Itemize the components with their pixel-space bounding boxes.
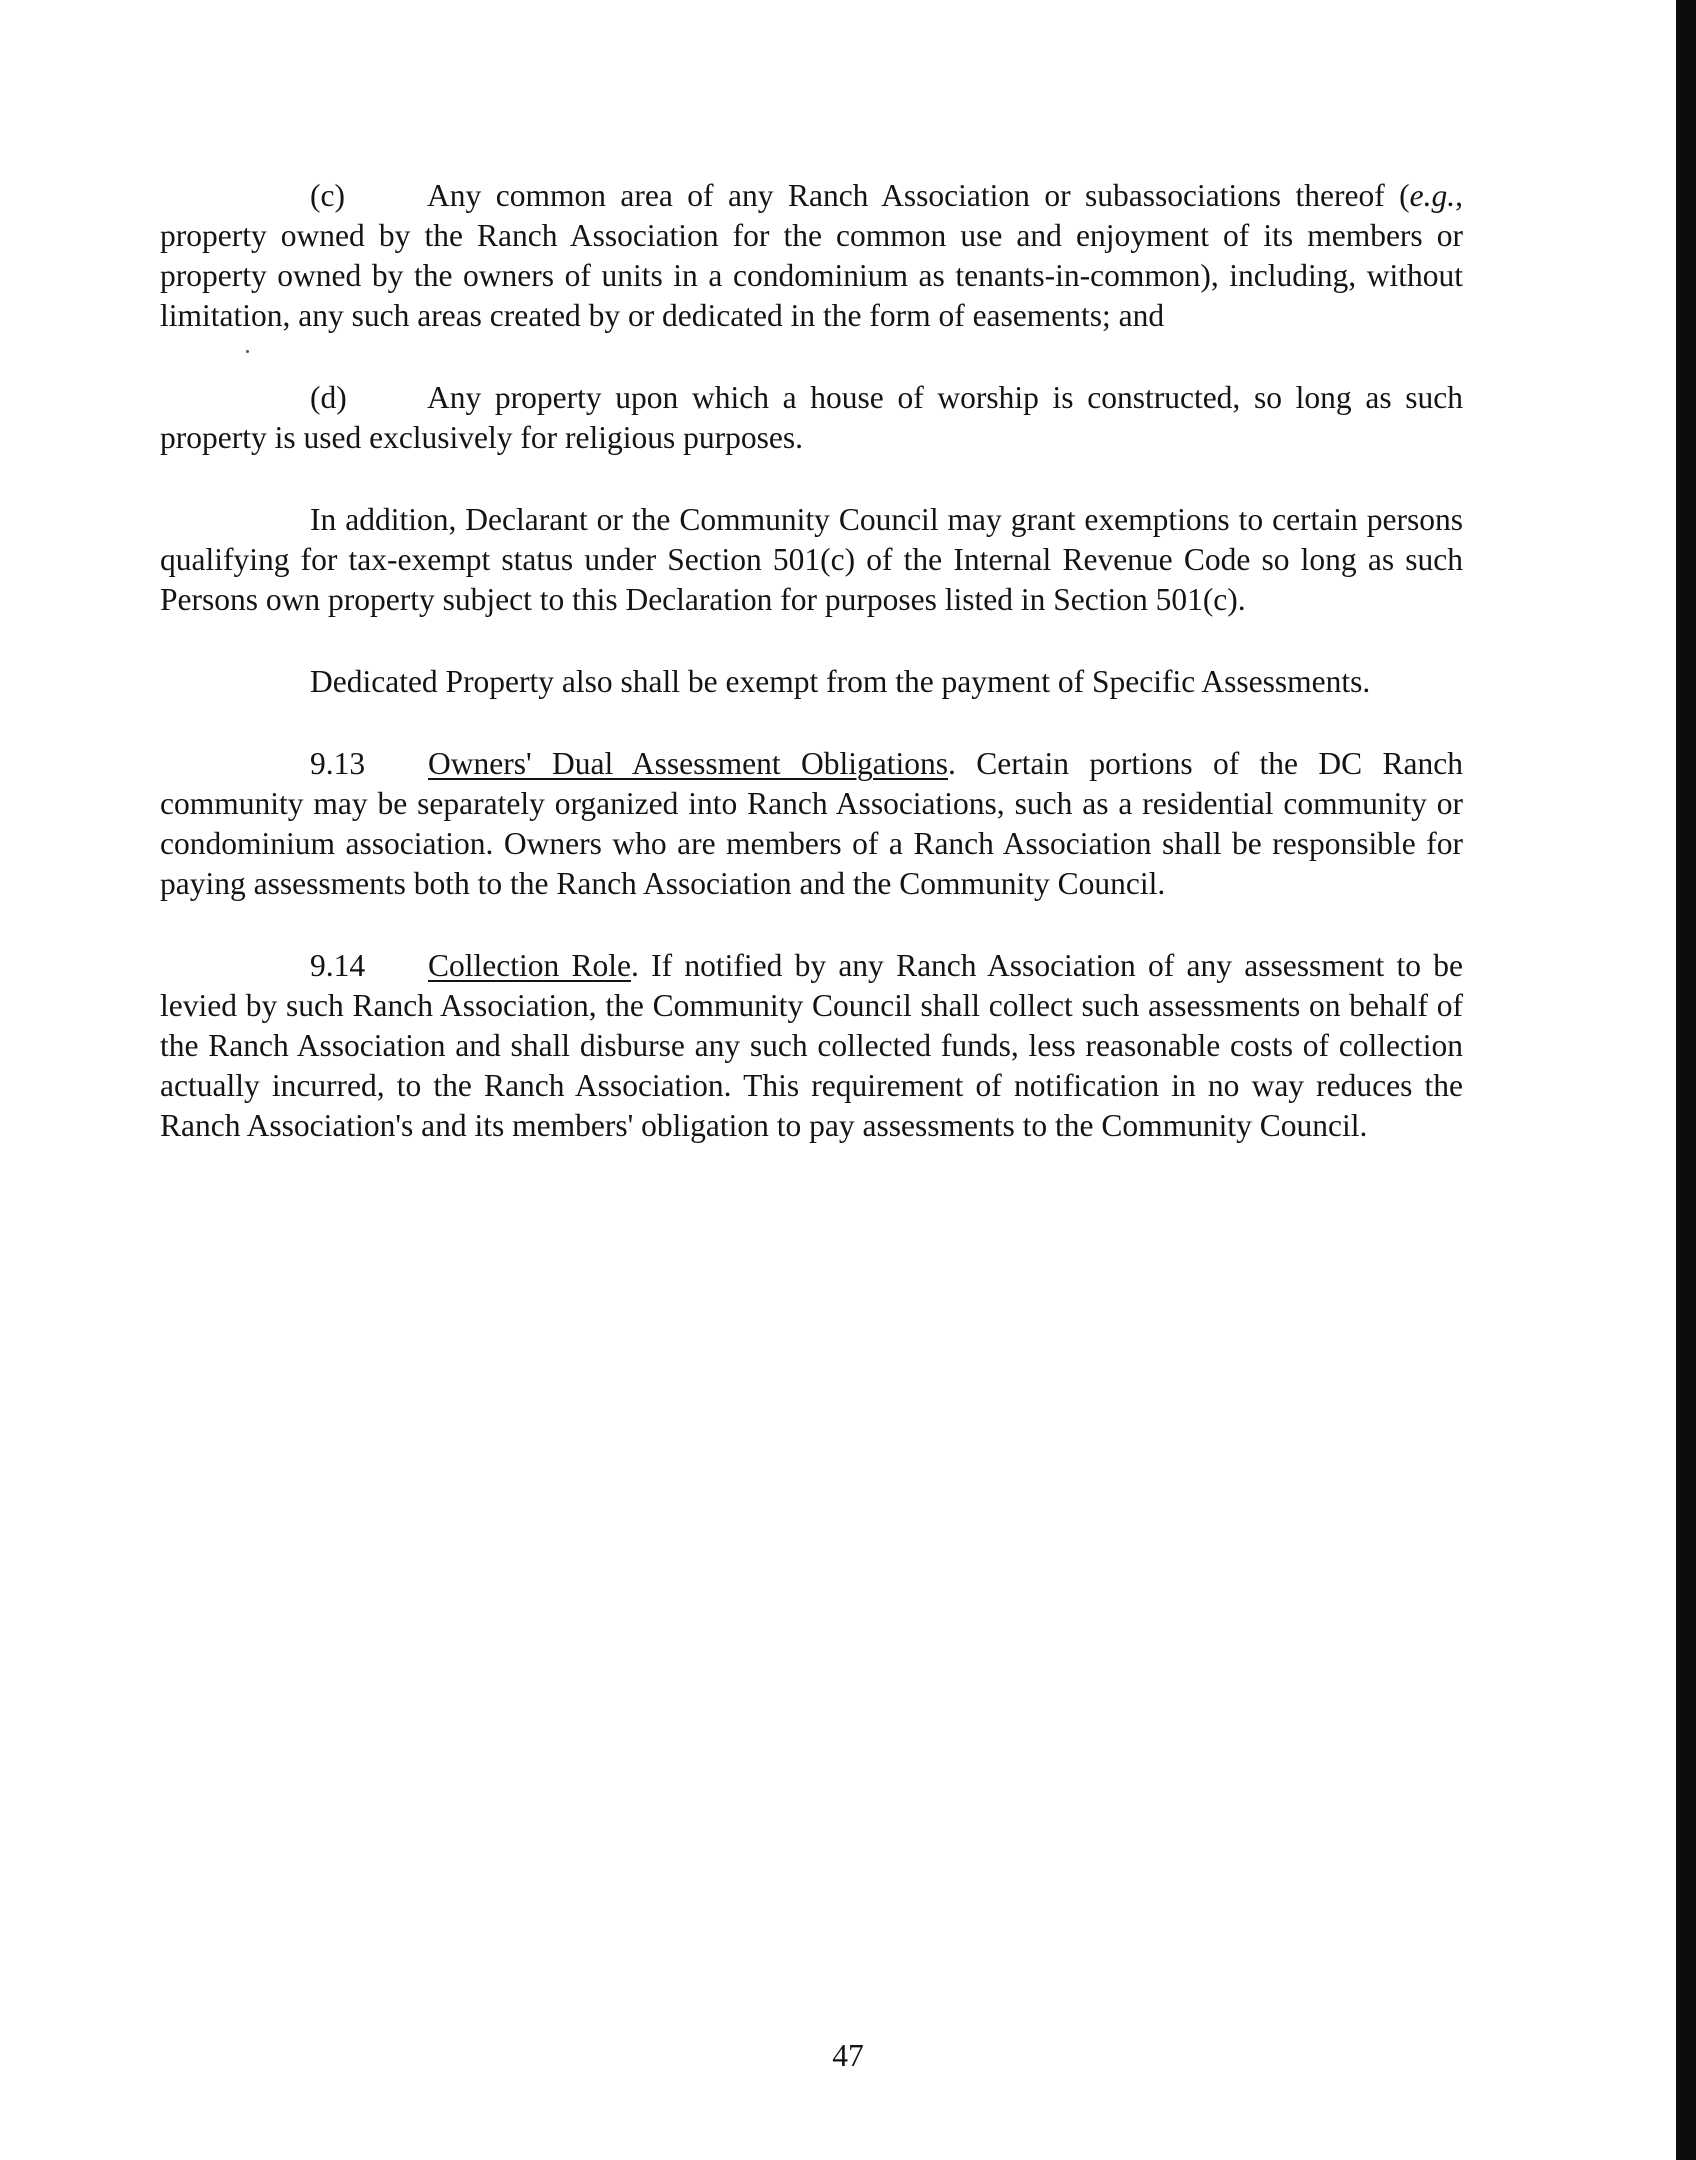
section-number: 9.13 (310, 746, 366, 781)
paragraph-label: (d) (310, 380, 347, 415)
page-number: 47 (832, 2038, 864, 2073)
section-9-13 (160, 744, 1463, 904)
section-heading: Collection Role (428, 948, 631, 983)
section-text: . If notified by any Ranch Association of any assessment to be levied by such Ranch Association, the Community Council shall collect such assessments on behalf of the Ranch Association and shall disburse any such collected funds, less reasonable costs of collection actually incurred, to the Ranch Association. This requirement of notification in no way reduces the Ranch Association's and its members' obligation to pay assessments to the Community Council. (160, 948, 1463, 1143)
paragraph-d (160, 378, 1463, 458)
section-text: . Certain portions of the DC Ranch community may be separately organized into Ranch Associations, such as a residential community or condominium association. Owners who are members of a Ranch Association shall be responsible for paying assessments both to the Ranch Association and the Community Council. (160, 746, 1464, 901)
paragraph-label: (c) (310, 178, 345, 213)
paragraph-exemptions: In addition, Declarant or the Community Council may grant exemptions to certain persons qualifying for tax-exempt status under Section 501(c) of the Internal Revenue Code so long as such Persons own property subject to this Declaration for purposes listed in Section 501(c). (160, 502, 1463, 617)
paragraph-text: Any property upon which a house of worship is constructed, so long as such property is used exclusively for religious purposes. (160, 380, 1463, 455)
section-heading: Owners' Dual Assessment Obligations (428, 746, 948, 781)
paragraph-text: Any common area of any Ranch Association or subassociations thereof ( (427, 178, 1410, 213)
paragraph-italic-text: e.g. (1409, 178, 1456, 213)
paragraph-dedicated-property: Dedicated Property also shall be exempt from the payment of Specific Assessments. (310, 664, 1371, 699)
section-9-14 (160, 946, 1463, 1146)
paragraph-text: , property owned by the Ranch Association for the common use and enjoyment of its members or property owned by the owners of units in a condominium as tenants-in-common), including, without limitation, any such areas created by or dedicated in the form of easements; and (160, 178, 1463, 333)
scan-edge-bar (1676, 0, 1696, 2160)
page-body (160, 176, 1463, 1188)
section-number: 9.14 (310, 948, 366, 983)
paragraph-c (160, 176, 1463, 336)
